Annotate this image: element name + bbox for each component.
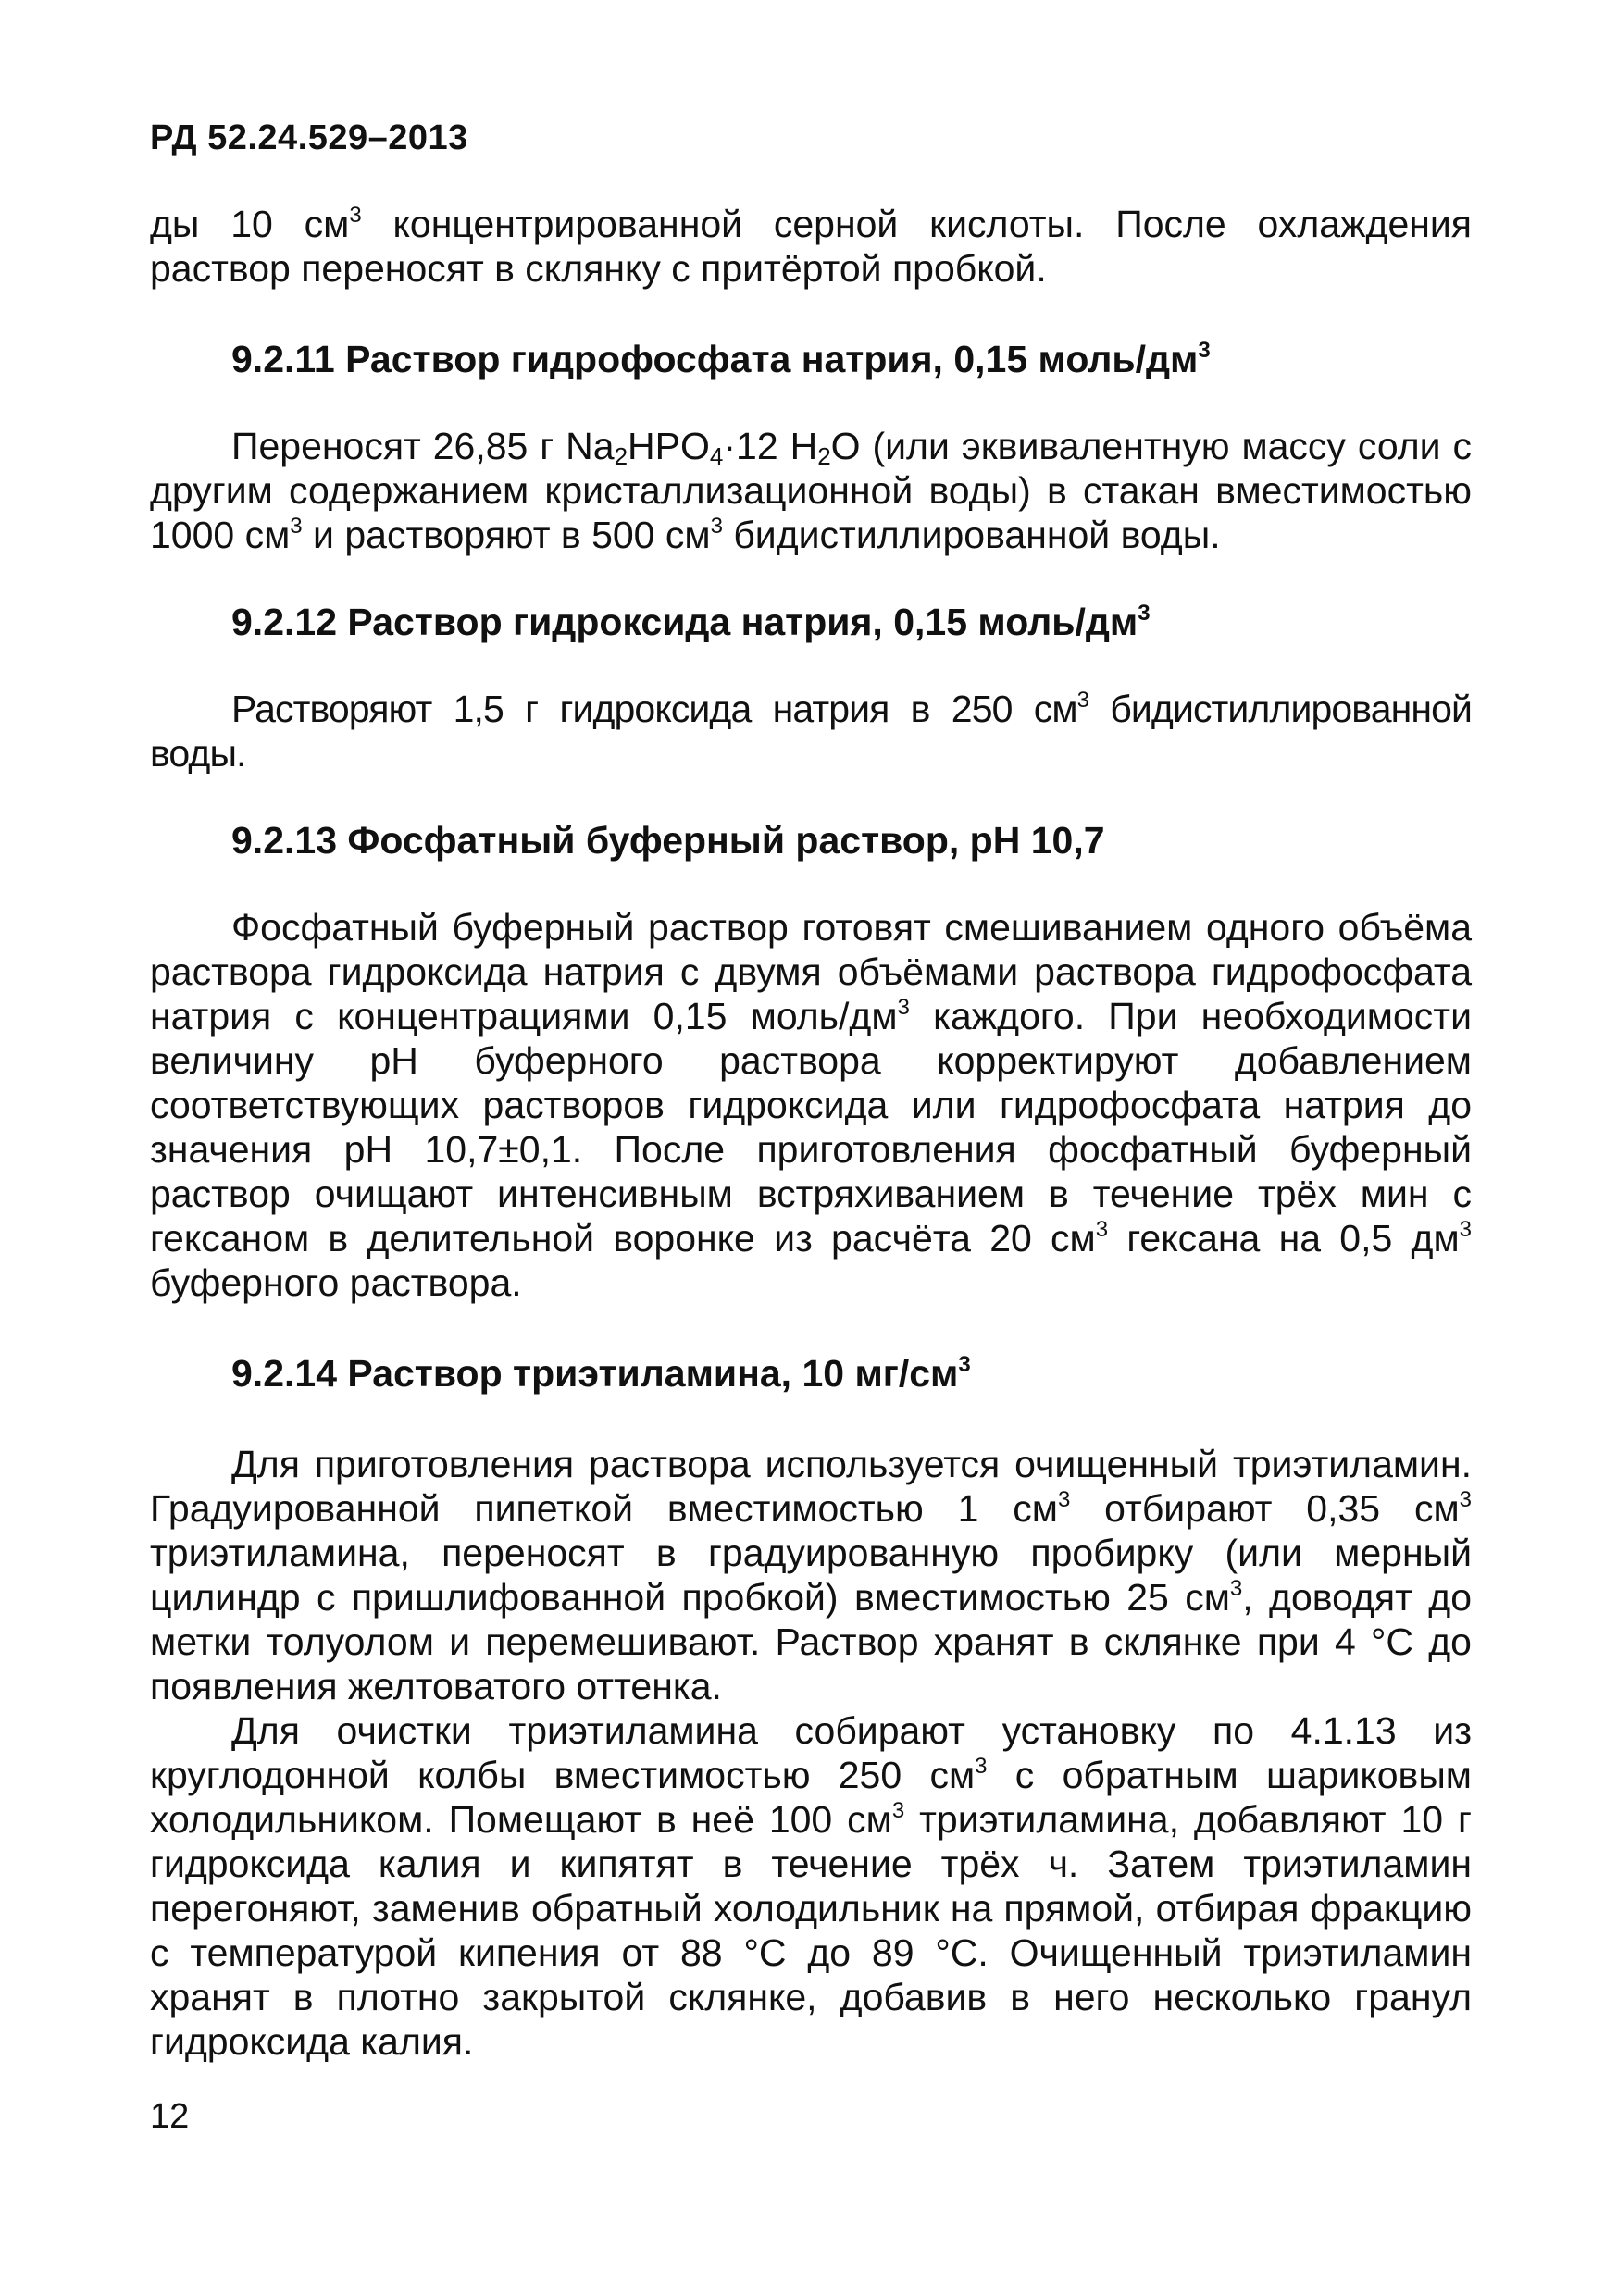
text-run: ·12 H [723, 425, 818, 467]
text-run: Переносят 26,85 г Na [231, 425, 615, 467]
superscript: 3 [1459, 1217, 1472, 1242]
heading-text: 9.2.14 Раствор триэтиламина, 10 мг/см [231, 1352, 959, 1395]
superscript: 3 [1198, 338, 1211, 363]
text-run: с обратным шариковым холодильником. Помещают в неё 100 см [150, 1754, 1472, 1841]
superscript: 3 [958, 1352, 971, 1377]
text-run: бидистиллированной воды. [722, 514, 1221, 556]
text-run: буферного раствора. [150, 1261, 522, 1304]
text-run: триэтиламина, добавляют 10 г гидроксида калия и кипятят в течение трёх ч. Затем триэтиламин перегоняют, заменив обратный холодильник на прямой, отбирая фракцию с температурой кипения от 88 °С до 89 °С. Очищенный триэтиламин хранят в плотно закрытой склянке, добавив в него несколько гранул гидроксида калия. [150, 1798, 1472, 2063]
paragraph-9-2-12 [150, 687, 1472, 776]
text-run: гексана на 0,5 дм [1108, 1217, 1460, 1260]
paragraph-9-2-14-purification [150, 1708, 1472, 2064]
page-number: 12 [150, 2097, 190, 2136]
section-heading-9-2-11 [150, 337, 1472, 381]
text-run: Растворяют 1,5 г гидроксида натрия в 250 см [231, 688, 1077, 730]
text-run: , доводят до метки толуолом и перемешивают. Раствор хранят в склянке при 4 °С до появления желтоватого оттенка. [150, 1576, 1473, 1707]
text-run: Фосфатный буферный раствор готовят смешиванием одного объёма раствора гидроксида натрия с двумя объёмами раствора гидрофосфата натрия с концентрациями 0,15 моль/дм [150, 906, 1472, 1037]
superscript: 3 [1138, 601, 1151, 626]
superscript: 3 [897, 995, 910, 1020]
superscript: 3 [1057, 1487, 1071, 1512]
text-run: Для очистки триэтиламина собирают установку по 4.1.13 из круглодонной колбы вместимостью 250 см [150, 1709, 1472, 1796]
superscript: 3 [1459, 1487, 1472, 1512]
text-run: ды 10 см [150, 203, 350, 245]
paragraph-9-2-14-preparation [150, 1442, 1472, 1708]
superscript: 3 [1076, 688, 1089, 713]
subscript: 4 [709, 442, 724, 470]
superscript: 3 [1095, 1217, 1109, 1242]
text-run: и растворяют в 500 см [302, 514, 711, 556]
heading-text: 9.2.11 Раствор гидрофосфата натрия, 0,15 моль/дм [231, 338, 1199, 380]
text-run: триэтиламина, переносят в градуированную пробирку (или мерный цилиндр с пришлифованной пробкой) вместимостью 25 см [150, 1532, 1472, 1619]
document-body [150, 202, 1472, 2064]
text-run: HPO [628, 425, 710, 467]
superscript: 3 [975, 1754, 988, 1779]
superscript: 3 [290, 514, 303, 539]
superscript: 3 [1229, 1576, 1243, 1601]
section-heading-9-2-13: 9.2.13 Фосфатный буферный раствор, pH 10,7 [231, 819, 1105, 862]
paragraph-continuation [150, 202, 1472, 291]
text-run: O (или эквивалентную массу соли с другим содержанием кристаллизационной воды) в стакан вместимостью 1000 см [150, 425, 1472, 556]
paragraph-9-2-13 [150, 905, 1472, 1305]
section-heading-9-2-12 [150, 600, 1472, 644]
subscript: 2 [817, 442, 831, 470]
superscript: 3 [349, 203, 362, 228]
document-header: РД 52.24.529–2013 [150, 118, 468, 157]
text-run: Для приготовления раствора используется очищенный триэтиламин. Градуированной пипеткой вместимостью 1 см [150, 1443, 1472, 1530]
text-run: отбирают 0,35 см [1070, 1487, 1460, 1530]
text-run: концентрированной серной кислоты. После охлаждения раствор переносят в склянку с притёртой пробкой. [150, 203, 1473, 290]
text-run: каждого. При необходимости величину pH буферного раствора корректируют добавлением соответствующих растворов гидроксида или гидрофосфата натрия до значения pH 10,7±0,1. После приготовления фосфатный буферный раствор очищают интенсивным встряхиванием в течение трёх мин с гексаном в делительной воронке из расчёта 20 см [150, 995, 1472, 1260]
text-run: бидистиллированной воды. [150, 688, 1472, 775]
heading-text: 9.2.12 Раствор гидроксида натрия, 0,15 моль/дм [231, 601, 1138, 643]
superscript: 3 [891, 1798, 905, 1823]
section-heading-9-2-14 [150, 1351, 1472, 1396]
paragraph-9-2-11 [150, 424, 1472, 557]
subscript: 2 [614, 442, 628, 470]
superscript: 3 [710, 514, 723, 539]
